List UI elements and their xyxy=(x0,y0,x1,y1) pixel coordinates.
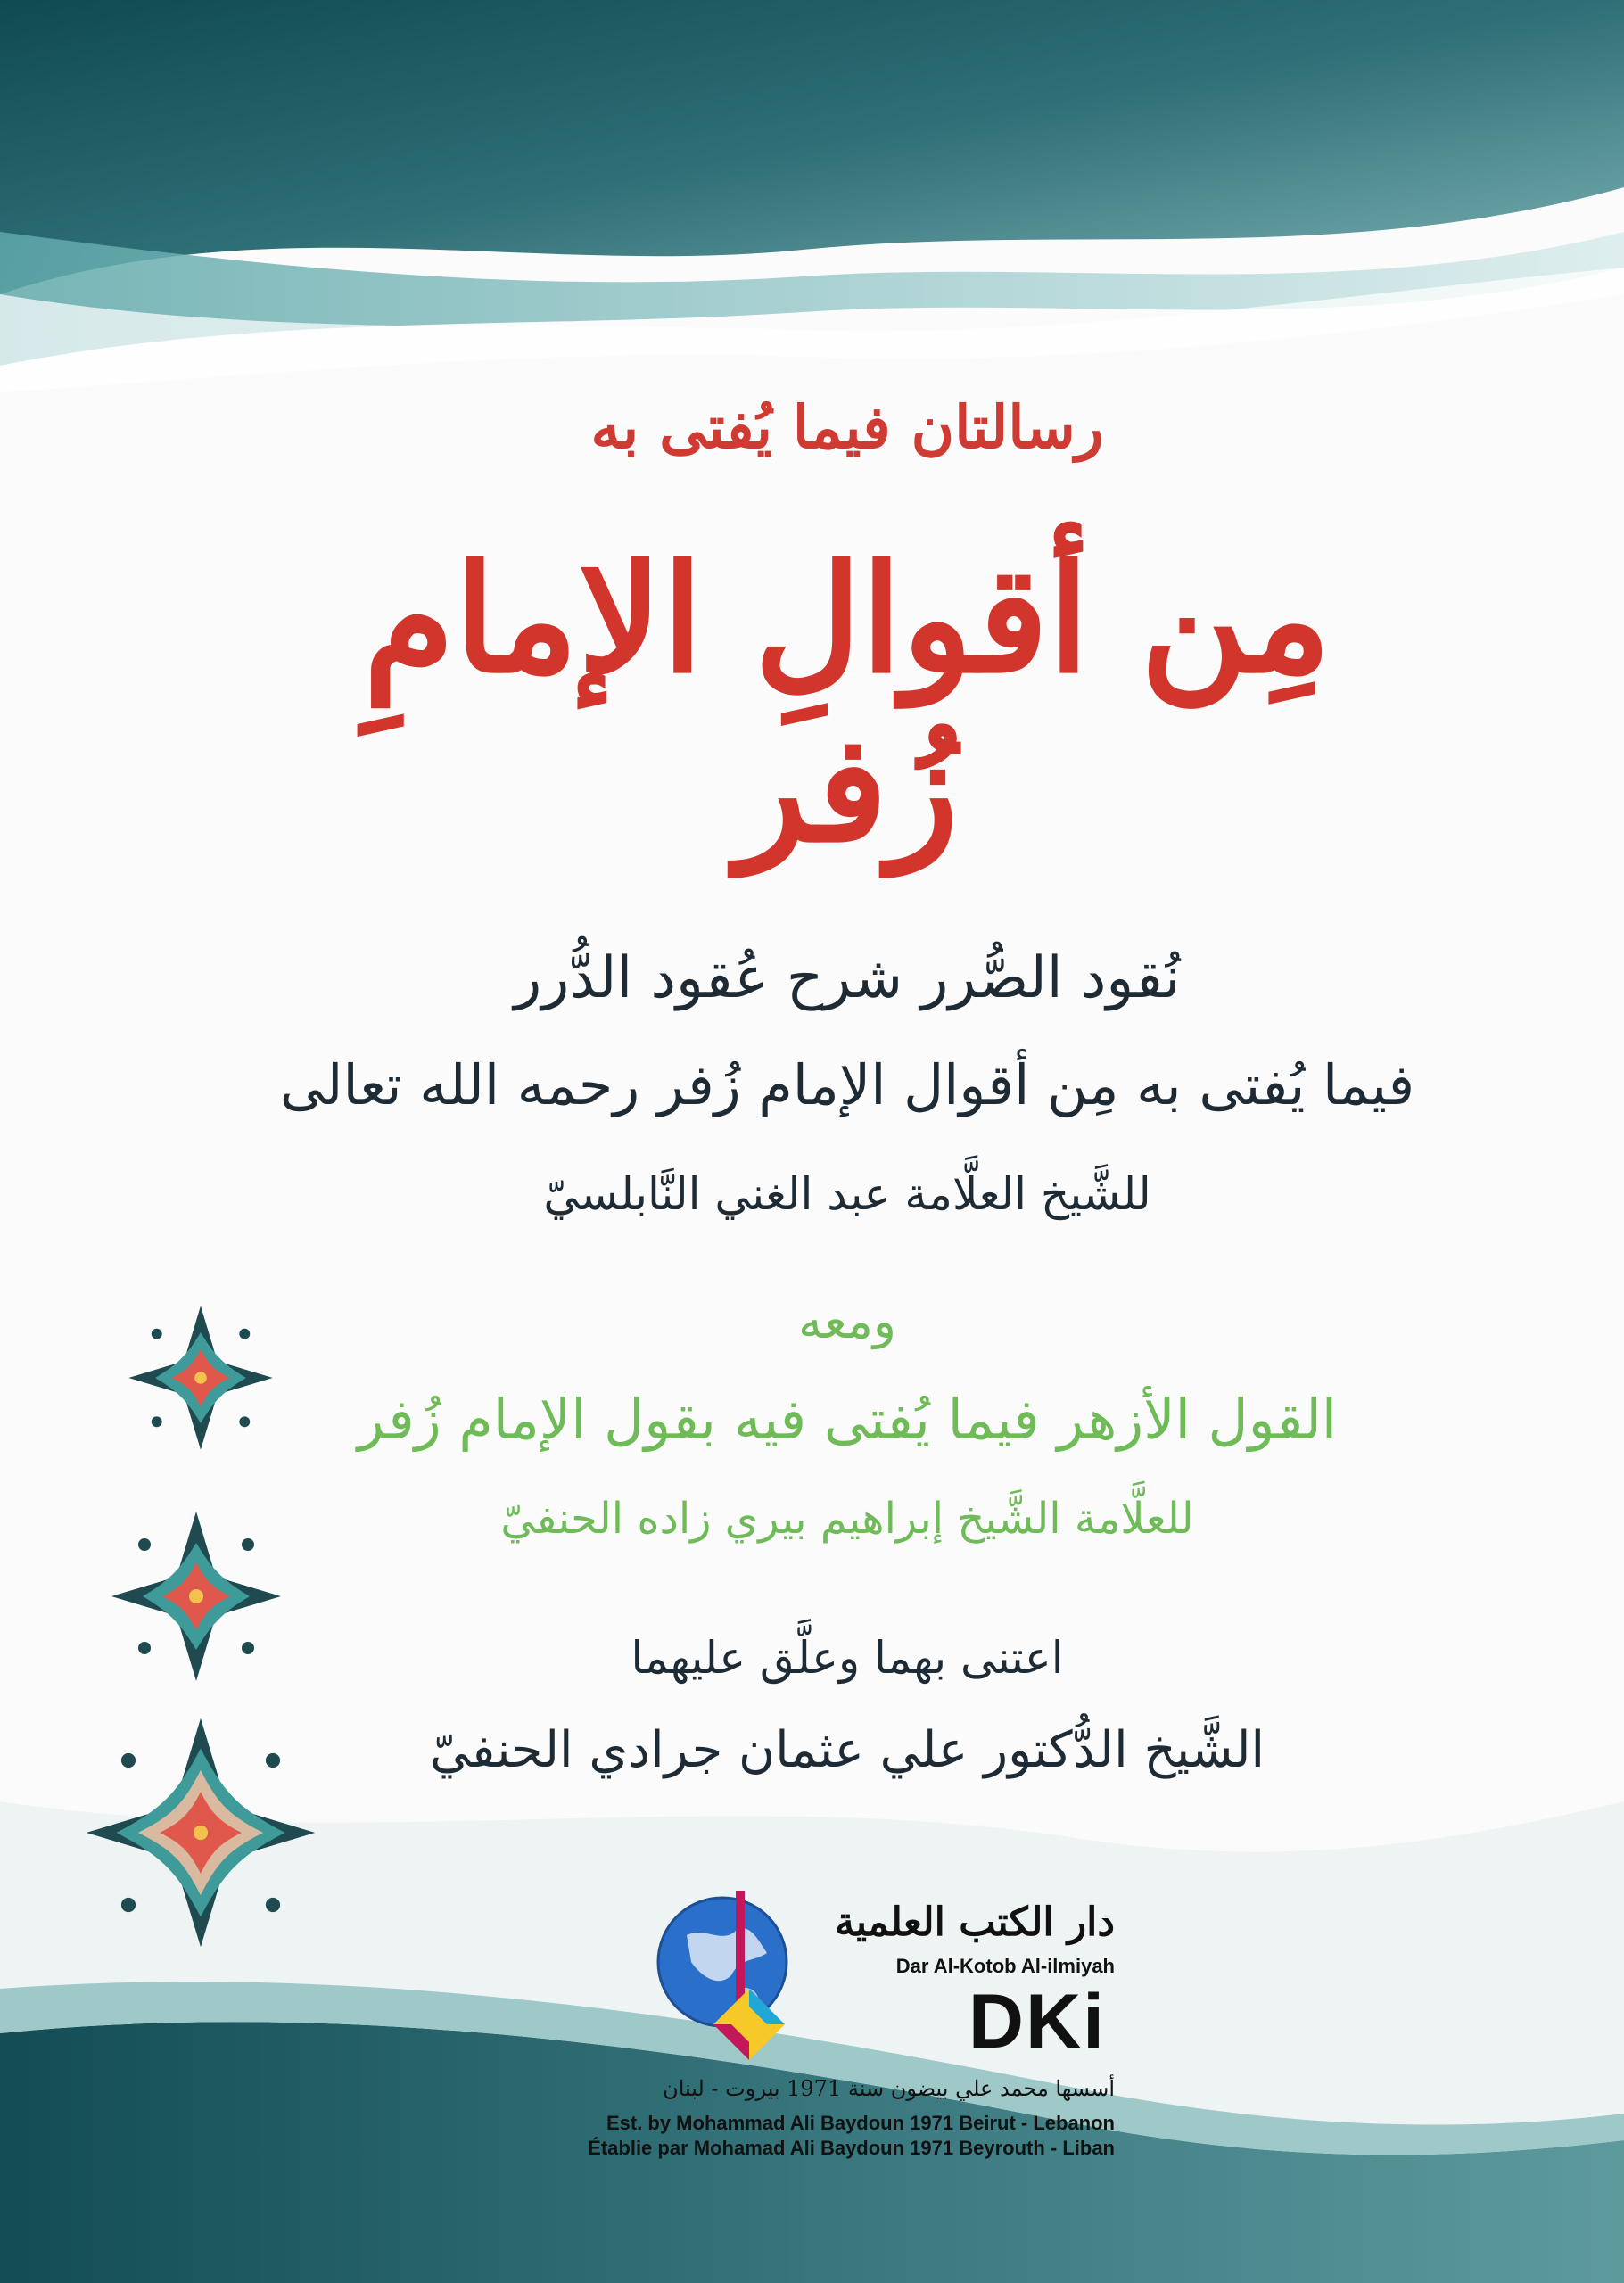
publisher-est-arabic: أسسها محمد علي بيضون سنة 1971 بيروت - لبنان xyxy=(663,2076,1115,2101)
publisher-logo-text: DKi xyxy=(968,1979,1106,2065)
star-ornament-icon xyxy=(107,1507,285,1685)
globe-icon xyxy=(651,1891,803,2060)
main-title: مِن أقوالِ الإمامِ زُفر xyxy=(363,532,1331,875)
publisher-est-french: Établie par Mohamad Ali Baydoun 1971 Beyrouth - Liban xyxy=(588,2137,1115,2159)
first-treatise-title: نُقود الصُّرر شرح عُقود الدُّرر xyxy=(514,945,1181,1011)
editor-intro: اعتنى بهما وعلَّق عليهما xyxy=(631,1632,1064,1684)
editor-name: الشَّيخ الدُّكتور علي عثمان جرادي الحنفيّ xyxy=(429,1721,1265,1779)
second-treatise-author: للعلَّامة الشَّيخ إبراهيم بيري زاده الحنفيّ xyxy=(500,1494,1194,1544)
first-treatise-author: للشَّيخ العلَّامة عبد الغني النَّابلسيّ xyxy=(543,1168,1151,1220)
pretitle: رسالتان فيما يُفتى به xyxy=(590,392,1104,462)
publisher-name-arabic: دار الكتب العلمية xyxy=(835,1900,1115,1945)
second-treatise-title: القول الأزهر فيما يُفتى فيه بقول الإمام زُفر xyxy=(357,1387,1338,1452)
publisher-logo xyxy=(588,1864,1115,2212)
with-label: ومعه xyxy=(797,1293,896,1349)
publisher-est-english: Est. by Mohammad Ali Baydoun 1971 Beirut - Lebanon xyxy=(606,2112,1115,2134)
first-treatise-subtitle: فيما يُفتى به مِن أقوال الإمام زُفر رحمه الله تعالى xyxy=(279,1052,1415,1117)
star-ornament-icon xyxy=(125,1302,276,1454)
publisher-name-english: Dar Al-Kotob Al-ilmiyah xyxy=(895,1955,1115,1977)
